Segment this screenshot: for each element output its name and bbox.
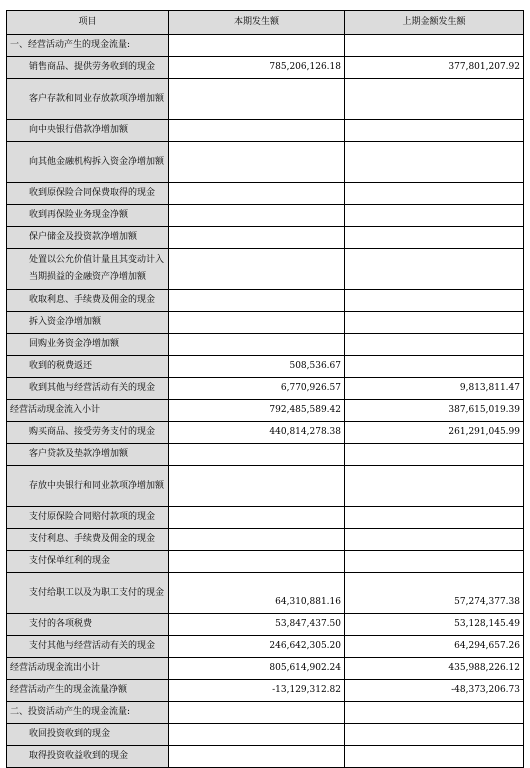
table-row (7, 724, 524, 746)
table-row (7, 378, 524, 400)
current-period-amount (169, 290, 345, 312)
previous-period-amount: 435,988,226.12 (345, 658, 524, 680)
current-period-amount: 440,814,278.38 (169, 422, 345, 444)
row-label: 支付保单红利的现金 (7, 551, 169, 573)
row-label: 收回投资收到的现金 (7, 724, 169, 746)
previous-period-amount (345, 35, 524, 57)
previous-period-amount (345, 551, 524, 573)
row-label: 向其他金融机构拆入资金净增加额 (7, 142, 169, 183)
table-row (7, 142, 524, 183)
table-row (7, 35, 524, 57)
row-label: 支付给职工以及为职工支付的现金 (7, 573, 169, 614)
row-label: 拆入资金净增加额 (7, 312, 169, 334)
row-label: 收取利息、手续费及佣金的现金 (7, 290, 169, 312)
current-period-amount: 805,614,902.24 (169, 658, 345, 680)
previous-period-amount: 377,801,207.92 (345, 57, 524, 79)
current-period-amount: 792,485,589.42 (169, 400, 345, 422)
row-label: 收到的税费返还 (7, 356, 169, 378)
previous-period-amount (345, 444, 524, 466)
row-label: 购买商品、接受劳务支付的现金 (7, 422, 169, 444)
previous-period-amount (345, 356, 524, 378)
previous-period-amount (345, 746, 524, 768)
row-label: 客户存款和同业存放款项净增加额 (7, 79, 169, 120)
table-row (7, 183, 524, 205)
previous-period-amount (345, 183, 524, 205)
previous-period-amount (345, 142, 524, 183)
previous-period-amount: 261,291,045.99 (345, 422, 524, 444)
current-period-amount (169, 249, 345, 290)
current-period-amount (169, 227, 345, 249)
table-row (7, 57, 524, 79)
current-period-amount: 508,536.67 (169, 356, 345, 378)
previous-period-amount (345, 702, 524, 724)
column-header-previous: 上期金额发生额 (345, 11, 524, 35)
current-period-amount: 246,642,305.20 (169, 636, 345, 658)
previous-period-amount (345, 290, 524, 312)
row-label: 销售商品、提供劳务收到的现金 (7, 57, 169, 79)
previous-period-amount: 9,813,811.47 (345, 378, 524, 400)
current-period-amount (169, 142, 345, 183)
table-row (7, 466, 524, 507)
previous-period-amount (345, 466, 524, 507)
table-row (7, 120, 524, 142)
table-row (7, 529, 524, 551)
current-period-amount (169, 334, 345, 356)
current-period-amount (169, 79, 345, 120)
previous-period-amount (345, 205, 524, 227)
table-row (7, 79, 524, 120)
table-row (7, 290, 524, 312)
previous-period-amount (345, 120, 524, 142)
previous-period-amount (345, 724, 524, 746)
table-row (7, 507, 524, 529)
column-header-item: 项目 (7, 11, 169, 35)
previous-period-amount (345, 79, 524, 120)
row-label: 存放中央银行和同业款项净增加额 (7, 466, 169, 507)
table-row (7, 573, 524, 614)
table-row (7, 312, 524, 334)
current-period-amount (169, 551, 345, 573)
row-label: 收到其他与经营活动有关的现金 (7, 378, 169, 400)
previous-period-amount: -48,373,206.73 (345, 680, 524, 702)
current-period-amount (169, 507, 345, 529)
row-label: 客户贷款及垫款净增加额 (7, 444, 169, 466)
current-period-amount: 64,310,881.16 (169, 573, 345, 614)
current-period-amount (169, 702, 345, 724)
previous-period-amount: 64,294,657.26 (345, 636, 524, 658)
current-period-amount (169, 183, 345, 205)
current-period-amount: 53,847,437.50 (169, 614, 345, 636)
previous-period-amount (345, 227, 524, 249)
row-label: 保户储金及投资款净增加额 (7, 227, 169, 249)
row-label: 支付的各项税费 (7, 614, 169, 636)
table-row (7, 680, 524, 702)
table-header-row (7, 11, 524, 35)
column-header-current: 本期发生额 (169, 11, 345, 35)
cash-flow-table (6, 10, 524, 768)
row-label: 经营活动现金流出小计 (7, 658, 169, 680)
previous-period-amount (345, 507, 524, 529)
current-period-amount (169, 205, 345, 227)
current-period-amount (169, 724, 345, 746)
table-row (7, 702, 524, 724)
current-period-amount (169, 529, 345, 551)
previous-period-amount (345, 312, 524, 334)
current-period-amount: 785,206,126.18 (169, 57, 345, 79)
current-period-amount (169, 466, 345, 507)
row-label: 经营活动产生的现金流量净额 (7, 680, 169, 702)
row-label: 支付原保险合同赔付款项的现金 (7, 507, 169, 529)
previous-period-amount (345, 334, 524, 356)
previous-period-amount: 387,615,019.39 (345, 400, 524, 422)
current-period-amount (169, 746, 345, 768)
table-row (7, 356, 524, 378)
previous-period-amount (345, 529, 524, 551)
row-label: 支付其他与经营活动有关的现金 (7, 636, 169, 658)
table-row (7, 444, 524, 466)
row-label: 回购业务资金净增加额 (7, 334, 169, 356)
row-label: 收到再保险业务现金净额 (7, 205, 169, 227)
previous-period-amount: 53,128,145.49 (345, 614, 524, 636)
row-label: 收到原保险合同保费取得的现金 (7, 183, 169, 205)
table-row (7, 551, 524, 573)
current-period-amount (169, 312, 345, 334)
table-row (7, 400, 524, 422)
table-row (7, 249, 524, 290)
previous-period-amount: 57,274,377.38 (345, 573, 524, 614)
current-period-amount (169, 444, 345, 466)
current-period-amount (169, 35, 345, 57)
table-row (7, 636, 524, 658)
table-body (7, 35, 524, 768)
row-label: 二、投资活动产生的现金流量: (7, 702, 169, 724)
current-period-amount (169, 120, 345, 142)
row-label: 处置以公允价值计量且其变动计入当期损益的金融资产净增加额 (7, 249, 169, 290)
table-row (7, 422, 524, 444)
table-row (7, 334, 524, 356)
current-period-amount: -13,129,312.82 (169, 680, 345, 702)
table-row (7, 614, 524, 636)
row-label: 向中央银行借款净增加额 (7, 120, 169, 142)
row-label: 取得投资收益收到的现金 (7, 746, 169, 768)
previous-period-amount (345, 249, 524, 290)
row-label: 支付利息、手续费及佣金的现金 (7, 529, 169, 551)
table-row (7, 658, 524, 680)
row-label: 一、经营活动产生的现金流量: (7, 35, 169, 57)
row-label: 经营活动现金流入小计 (7, 400, 169, 422)
table-row (7, 746, 524, 768)
table-row (7, 227, 524, 249)
current-period-amount: 6,770,926.57 (169, 378, 345, 400)
table-row (7, 205, 524, 227)
